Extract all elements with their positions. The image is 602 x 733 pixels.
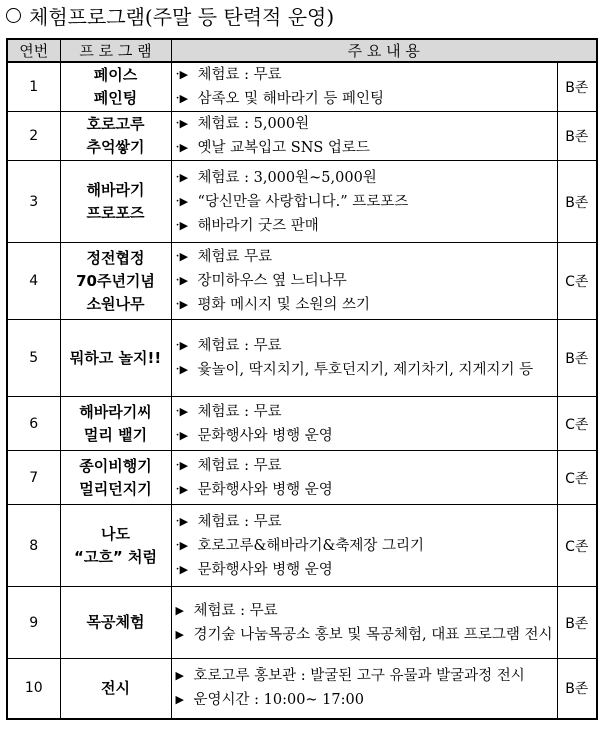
triangle-bullet-icon: ·▶ [175,513,189,529]
triangle-bullet-icon: ·▶ [175,67,189,82]
detail-item [176,478,557,502]
row-number: 10 [7,659,60,719]
triangle-bullet-icon: ▶ [175,669,184,683]
program-details [171,397,557,451]
program-table [6,38,598,720]
program-name: 정전협정 70주년기념 소원나무 [60,243,171,320]
program-name: 해바라기 프로포즈 [60,161,171,243]
row-number: 1 [7,62,60,112]
triangle-bullet-icon: ·▶ [175,140,189,155]
detail-text: 문화행사와 병행 운영 [197,427,333,444]
triangle-bullet-icon: ·▶ [175,362,189,377]
zone-label: B존 [557,320,597,397]
triangle-bullet-icon: ·▶ [175,338,189,353]
row-number: 5 [7,320,60,397]
zone-label: B존 [557,587,597,659]
program-name: 전시 [60,659,171,719]
program-details [171,587,557,659]
row-number: 6 [7,397,60,451]
triangle-bullet-icon: ▶ [175,693,184,707]
detail-text: 체험료 : 무료 [197,513,282,530]
table-row [7,587,597,659]
program-name: 종이비행기 멀리던지기 [60,451,171,505]
triangle-bullet-icon: ·▶ [175,537,189,553]
triangle-bullet-icon: ·▶ [175,169,189,185]
program-name: 나도 “고흐” 처럼 [60,505,171,587]
detail-text: 호로고루&해바라기&축제장 그리기 [197,537,425,554]
zone-label: B존 [557,161,597,243]
zone-label: B존 [557,659,597,719]
triangle-bullet-icon: ·▶ [175,217,189,233]
header-no: 연번 [7,39,60,62]
table-row [7,243,597,320]
detail-item [176,534,557,558]
detail-text: 체험료 무료 [197,249,273,265]
triangle-bullet-icon: ·▶ [175,273,189,288]
triangle-bullet-icon: ·▶ [175,481,189,497]
detail-text: 체험료 : 무료 [197,403,282,420]
table-row [7,451,597,505]
detail-item [176,599,557,623]
detail-item [176,112,557,136]
program-name: 해바라기씨 멀리 뱉기 [60,397,171,451]
detail-text: 해바라기 굿즈 판매 [197,217,319,234]
detail-item [176,63,557,87]
zone-label: C존 [557,451,597,505]
zone-label: C존 [557,397,597,451]
detail-text: 윷놀이, 딱지치기, 투호던지기, 제기차기, 지게지기 등 [197,362,534,378]
table-row [7,112,597,161]
table-row [7,62,597,112]
triangle-bullet-icon: ·▶ [175,561,189,577]
detail-item [176,558,557,582]
program-name: 페이스 페인팅 [60,62,171,112]
zone-label: B존 [557,62,597,112]
detail-text: 옛날 교복입고 SNS 업로드 [197,140,370,156]
detail-item [176,688,557,712]
triangle-bullet-icon: ▶ [175,627,184,641]
table-row [7,397,597,451]
program-details [171,320,557,397]
table-row [7,505,597,587]
program-details [171,243,557,320]
row-number: 4 [7,243,60,320]
program-name: 호로고루 추억쌓기 [60,112,171,161]
program-details [171,659,557,719]
detail-text: 체험료 : 3,000원~5,000원 [197,169,377,186]
detail-item [176,358,557,382]
triangle-bullet-icon: ·▶ [175,193,189,209]
detail-item [176,424,557,448]
program-details [171,505,557,587]
section-title [6,4,334,30]
zone-label: C존 [557,505,597,587]
zone-label: C존 [557,243,597,320]
detail-item [176,136,557,160]
detail-item [176,166,557,190]
zone-label: B존 [557,112,597,161]
detail-item [176,245,557,269]
row-number: 8 [7,505,60,587]
detail-text: 체험료 : 무료 [197,67,282,83]
detail-text: 문화행사와 병행 운영 [197,561,333,578]
table-row [7,161,597,243]
table-row [7,320,597,397]
program-details [171,451,557,505]
detail-text: 체험료 : 무료 [193,602,278,619]
detail-text: 호로고루 홍보관 : 발굴된 고구 유물과 발굴과정 전시 [193,668,525,685]
detail-item [176,623,557,647]
triangle-bullet-icon: ·▶ [175,249,189,264]
detail-text: 체험료 : 5,000원 [197,116,310,132]
header-program: 프 로 그 램 [60,39,171,62]
row-number: 3 [7,161,60,243]
circle-bullet-icon [6,8,21,23]
row-number: 9 [7,587,60,659]
row-number: 2 [7,112,60,161]
section-title-text: 체험프로그램(주말 등 탄력적 운영) [29,5,335,29]
detail-item [176,190,557,214]
detail-item [176,269,557,293]
detail-text: 문화행사와 병행 운영 [197,481,333,498]
detail-item [176,214,557,238]
program-name: 뭐하고 놀지!! [60,320,171,397]
detail-item [176,664,557,688]
detail-text: 장미하우스 옆 느티나무 [197,273,347,289]
triangle-bullet-icon: ·▶ [175,403,189,419]
triangle-bullet-icon: ·▶ [175,457,189,473]
triangle-bullet-icon: ·▶ [175,427,189,443]
row-number: 7 [7,451,60,505]
detail-text: 경기숲 나눔목공소 홍보 및 목공체험, 대표 프로그램 전시 [193,626,553,643]
detail-item [176,510,557,534]
table-row [7,659,597,719]
detail-item [176,334,557,358]
program-details [171,112,557,161]
triangle-bullet-icon: ▶ [175,603,184,617]
triangle-bullet-icon: ·▶ [175,116,189,131]
detail-item [176,87,557,111]
detail-item [176,293,557,317]
triangle-bullet-icon: ·▶ [175,297,189,312]
detail-text: 체험료 : 무료 [197,457,282,474]
program-name: 목공체험 [60,587,171,659]
detail-text: “당신만을 사랑합니다.” 프로포즈 [197,193,409,210]
triangle-bullet-icon: ·▶ [175,91,189,106]
detail-text: 삼족오 및 해바라기 등 페인팅 [197,91,385,107]
detail-text: 운영시간 : 10:00~ 17:00 [193,692,364,709]
table-header-row [7,39,597,62]
program-details [171,161,557,243]
detail-item [176,400,557,424]
detail-text: 체험료 : 무료 [197,338,282,354]
detail-item [176,454,557,478]
program-details [171,62,557,112]
header-content: 주 요 내 용 [171,39,597,62]
detail-text: 평화 메시지 및 소원의 쓰기 [197,297,371,313]
